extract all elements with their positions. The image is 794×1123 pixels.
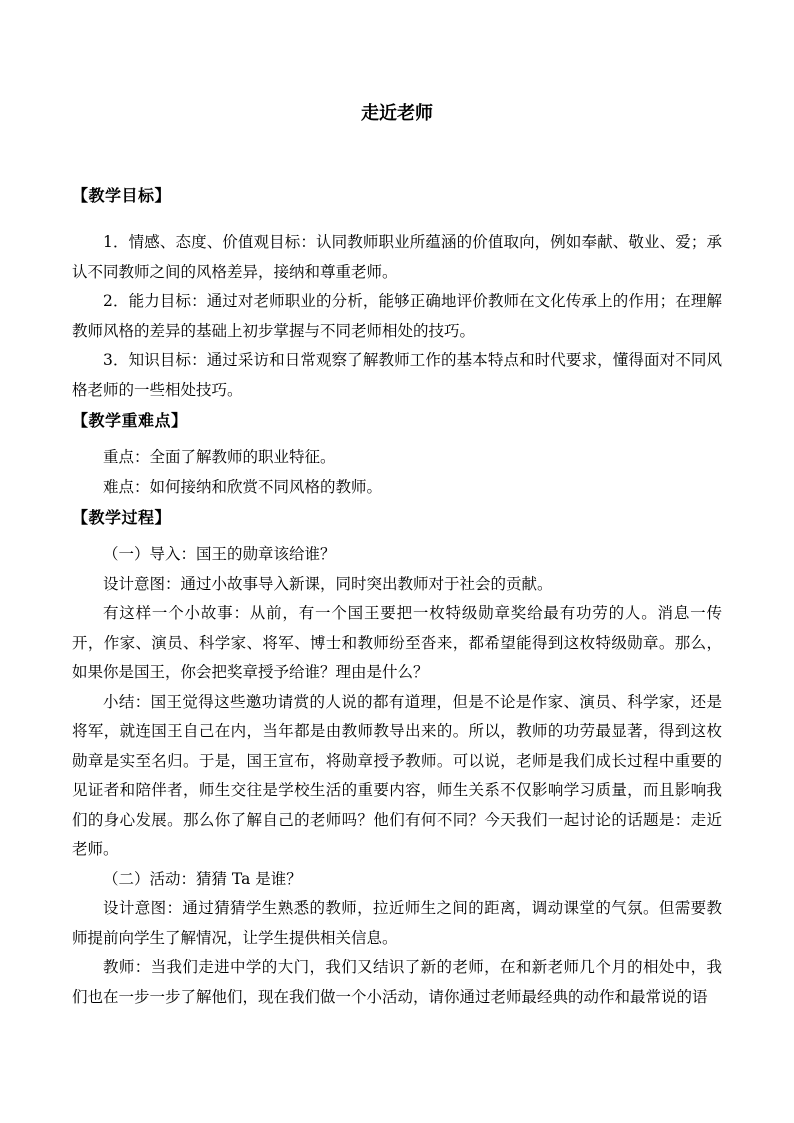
paragraph-objective-3: 3．知识目标：通过采访和日常观察了解教师工作的基本特点和时代要求，懂得面对不同风格老师的一些相处技巧。 <box>72 351 722 399</box>
section-heading-key-points: 【教学重难点】 <box>72 411 188 430</box>
paragraph-intro-title: （一）导入：国王的勋章该给谁？ <box>103 545 336 563</box>
paragraph-activity-intent: 设计意图：通过猜猜学生熟悉的教师，拉近师生之间的距离，调动课堂的气氛。但需要教师提前向学生了解情况，让学生提供相关信息。 <box>72 899 722 947</box>
paragraph-intro-intent: 设计意图：通过小故事导入新课，同时突出教师对于社会的贡献。 <box>103 574 553 593</box>
paragraph-key-point: 重点：全面了解教师的职业特征。 <box>103 448 336 466</box>
paragraph-objective-1: 1．情感、态度、价值观目标：认同教师职业所蕴涵的价值取向，例如奉献、敬业、爱；承认不同教师之间的风格差异，接纳和尊重老师。 <box>72 233 722 281</box>
section-heading-process: 【教学过程】 <box>72 508 172 527</box>
paragraph-summary: 小结：国王觉得这些邀功请赏的人说的都有道理，但是不论是作家、演员、科学家，还是将军，就连国王自己在内，当年都是由教师教导出来的。所以，教师的功劳最显著，得到这枚勋章是实至名归。于是，国王宣布，将勋章授予教师。可以说，老师是我们成长过程中重要的见证者和陪伴者，师生交往是学校生活的重要内容，师生关系不仅影响学习质量，而且影响我们的身心发展。那么你了解自己的老师吗？他们有何不同？今天我们一起讨论的话题是：走近老师。 <box>72 692 722 858</box>
paragraph-story: 有这样一个小故事：从前，有一个国王要把一枚特级勋章奖给最有功劳的人。消息一传开，作家、演员、科学家、将军、博士和教师纷至沓来，都希望能得到这枚特级勋章。那么，如果你是国王，你会把奖章授予给谁？理由是什么？ <box>72 604 722 681</box>
paragraph-activity-title: （二）活动：猜猜 Ta 是谁？ <box>103 869 302 888</box>
document-page <box>72 98 722 1012</box>
paragraph-difficulty: 难点：如何接纳和欣赏不同风格的教师。 <box>103 477 383 496</box>
paragraph-objective-2: 2．能力目标：通过对老师职业的分析，能够正确地评价教师在文化传承上的作用；在理解教师风格的差异的基础上初步掌握与不同老师相处的技巧。 <box>72 292 722 340</box>
page-title: 走近老师 <box>361 103 433 124</box>
section-heading-objectives: 【教学目标】 <box>72 186 172 205</box>
paragraph-teacher: 教师：当我们走进中学的大门，我们又结识了新的老师，在和新老师几个月的相处中，我们也在一步一步了解他们，现在我们做一个小活动，请你通过老师最经典的动作和最常说的语 <box>72 958 722 1006</box>
